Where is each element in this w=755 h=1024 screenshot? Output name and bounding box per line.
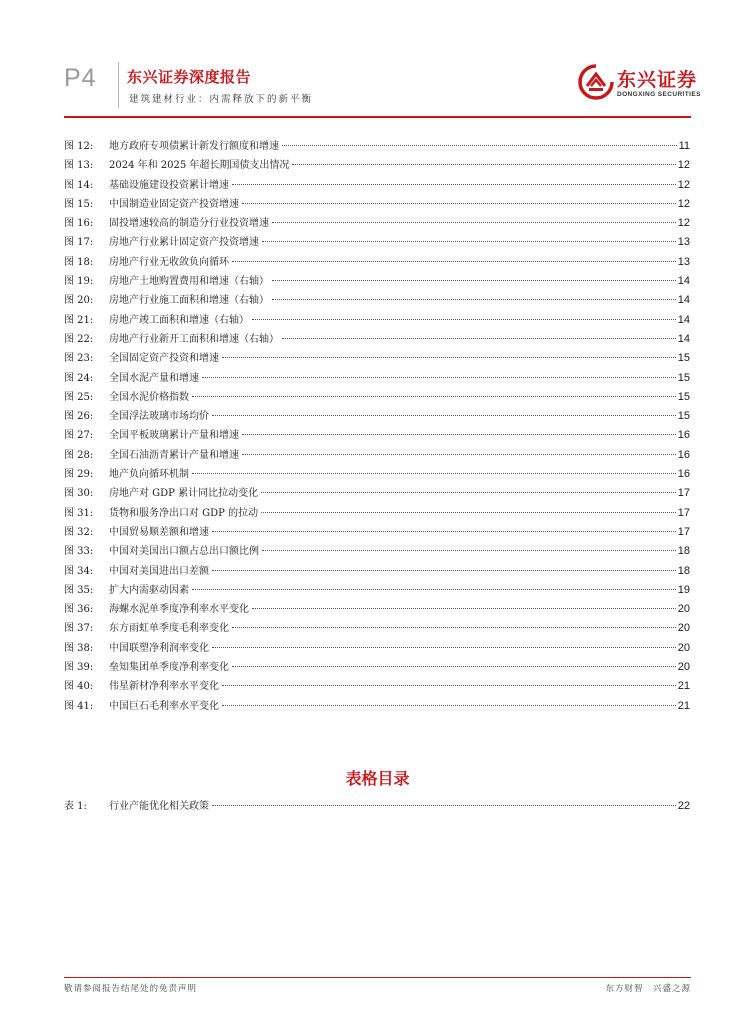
toc-leader-dots xyxy=(202,377,676,378)
toc-entry-title: 中国对美国进出口差额 xyxy=(109,565,209,577)
toc-entry-label: 图 26: xyxy=(64,411,94,423)
logo-english-name: DONGXING SECURITIES xyxy=(617,91,701,98)
toc-entry-title: 地产负向循环机制 xyxy=(109,469,189,481)
toc-leader-dots xyxy=(292,164,675,165)
toc-entry-title: 全国固定资产投资和增速 xyxy=(109,353,219,365)
toc-entry-label: 图 17: xyxy=(64,237,94,249)
toc-entry-label: 图 19: xyxy=(64,276,94,288)
toc-leader-dots xyxy=(212,415,676,416)
toc-entry-title: 固投增速较高的制造分行业投资增速 xyxy=(109,218,269,230)
toc-entry-title: 货物和服务净出口对 GDP 的拉动 xyxy=(109,507,259,519)
toc-leader-dots xyxy=(192,473,676,474)
toc-entry[interactable] xyxy=(64,619,690,638)
toc-leader-dots xyxy=(242,454,676,455)
toc-entry-title: 全国平板玻璃累计产量和增速 xyxy=(109,430,239,442)
toc-entry-label: 图 24: xyxy=(64,372,94,384)
toc-entry[interactable] xyxy=(64,446,690,465)
toc-entry-title: 行业产能优化相关政策 xyxy=(109,801,209,812)
toc-entry-label: 图 30: xyxy=(64,488,94,500)
toc-entry-page: 15 xyxy=(677,352,690,365)
toc-entry-label: 图 35: xyxy=(64,584,94,596)
toc-entry-title: 房地产行业无收敛负向循环 xyxy=(109,256,229,268)
toc-entry[interactable] xyxy=(64,504,690,523)
toc-entry[interactable] xyxy=(64,426,690,445)
toc-leader-dots xyxy=(252,608,676,609)
toc-entry-page: 12 xyxy=(677,197,690,210)
toc-entry-label: 图 13: xyxy=(64,160,94,172)
toc-entry[interactable] xyxy=(64,137,690,156)
toc-entry-page: 20 xyxy=(677,661,690,674)
toc-entry-page: 14 xyxy=(677,332,690,345)
toc-entry-label: 图 27: xyxy=(64,430,94,442)
toc-entry-page: 12 xyxy=(677,159,690,172)
toc-entry-label: 图 37: xyxy=(64,623,94,635)
toc-entry[interactable] xyxy=(64,369,690,388)
toc-entry[interactable] xyxy=(64,542,690,561)
company-logo xyxy=(578,64,701,102)
toc-entry[interactable] xyxy=(64,600,690,619)
toc-entry-label: 图 23: xyxy=(64,353,94,365)
toc-entry[interactable] xyxy=(64,311,690,330)
tables-toc-heading: 表格目录 xyxy=(345,769,410,788)
report-title: 东兴证券深度报告 xyxy=(127,68,252,86)
toc-leader-dots xyxy=(232,627,676,628)
toc-leader-dots xyxy=(262,241,676,242)
footer-slogan: 东方财智 兴盛之源 xyxy=(605,984,691,994)
toc-entry-label: 图 20: xyxy=(64,295,94,307)
toc-entry-page: 12 xyxy=(677,217,690,230)
toc-entry-page: 20 xyxy=(677,622,690,635)
toc-entry-page: 21 xyxy=(677,699,690,712)
toc-entry-label: 表 1: xyxy=(64,801,87,812)
toc-entry-page: 17 xyxy=(677,487,690,500)
toc-entry-page: 17 xyxy=(677,525,690,538)
toc-entry-label: 图 33: xyxy=(64,546,94,558)
toc-entry-title: 中国贸易顺差额和增速 xyxy=(109,526,209,538)
toc-leader-dots xyxy=(212,805,676,806)
toc-entry-title: 房地产行业新开工面积和增速（右轴） xyxy=(109,333,279,345)
toc-entry-label: 图 21: xyxy=(64,314,94,326)
footer-disclaimer: 敬请参阅报告结尾处的免责声明 xyxy=(64,984,198,994)
toc-entry[interactable] xyxy=(64,349,690,368)
toc-entry-page: 20 xyxy=(677,603,690,616)
toc-leader-dots xyxy=(242,203,676,204)
toc-leader-dots xyxy=(252,319,676,320)
toc-entry[interactable] xyxy=(64,388,690,407)
toc-entry[interactable] xyxy=(64,195,690,214)
toc-entry-page: 22 xyxy=(677,800,690,812)
toc-entry[interactable] xyxy=(64,253,690,272)
page-number: P4 xyxy=(64,64,97,92)
toc-entry-label: 图 40: xyxy=(64,681,94,693)
toc-leader-dots xyxy=(222,357,676,358)
header-rule xyxy=(64,116,691,118)
toc-entry-page: 17 xyxy=(677,506,690,519)
toc-entry[interactable] xyxy=(64,233,690,252)
toc-entry[interactable] xyxy=(64,581,690,600)
toc-entry-page: 18 xyxy=(677,564,690,577)
toc-entry-page: 13 xyxy=(677,236,690,249)
toc-entry-title: 基础设施建设投资累计增速 xyxy=(109,179,229,191)
toc-leader-dots xyxy=(242,434,676,435)
toc-entry-page: 13 xyxy=(677,255,690,268)
toc-entry-title: 房地产竣工面积和增速（右轴） xyxy=(109,314,249,326)
toc-leader-dots xyxy=(212,647,676,648)
toc-entry-label: 图 12: xyxy=(64,141,94,152)
figures-table-of-contents xyxy=(64,137,690,716)
header-divider xyxy=(118,62,119,108)
toc-entry-page: 16 xyxy=(677,468,690,481)
toc-entry-title: 地方政府专项债累计新发行额度和增速 xyxy=(109,141,279,152)
toc-entry-title: 海螺水泥单季度净利率水平变化 xyxy=(109,604,249,616)
tables-table-of-contents xyxy=(64,797,690,816)
toc-leader-dots xyxy=(222,685,676,686)
toc-entry[interactable] xyxy=(64,797,690,816)
toc-entry[interactable] xyxy=(64,484,690,503)
toc-entry-label: 图 16: xyxy=(64,218,94,230)
toc-entry-page: 19 xyxy=(677,583,690,596)
toc-leader-dots xyxy=(282,338,676,339)
toc-entry-page: 18 xyxy=(677,545,690,558)
toc-entry-label: 图 38: xyxy=(64,642,94,654)
toc-entry-label: 图 39: xyxy=(64,662,94,674)
toc-entry-title: 全国石油沥青累计产量和增速 xyxy=(109,449,239,461)
logo-emblem-icon xyxy=(578,64,614,100)
toc-entry-title: 中国制造业固定资产投资增速 xyxy=(109,198,239,210)
toc-entry-title: 中国对美国出口额占总出口额比例 xyxy=(109,546,259,558)
toc-leader-dots xyxy=(261,512,676,513)
footer-rule xyxy=(64,977,691,978)
toc-entry-label: 图 29: xyxy=(64,469,94,481)
toc-leader-dots xyxy=(261,492,676,493)
toc-entry-label: 图 22: xyxy=(64,333,94,345)
toc-entry-title: 2024 年和 2025 年超长期国债支出情况 xyxy=(109,160,290,172)
toc-entry-title: 全国水泥产量和增速 xyxy=(109,372,199,384)
toc-entry-title: 伟星新材净利率水平变化 xyxy=(109,681,219,693)
toc-entry-label: 图 15: xyxy=(64,198,94,210)
toc-entry[interactable] xyxy=(64,176,690,195)
toc-leader-dots xyxy=(282,145,677,146)
toc-entry-page: 14 xyxy=(677,294,690,307)
toc-entry[interactable] xyxy=(64,272,690,291)
toc-entry-label: 图 32: xyxy=(64,526,94,538)
toc-entry-page: 14 xyxy=(677,275,690,288)
toc-leader-dots xyxy=(232,666,676,667)
toc-leader-dots xyxy=(272,299,676,300)
toc-leader-dots xyxy=(192,396,676,397)
toc-entry-label: 图 31: xyxy=(64,507,94,519)
toc-entry[interactable] xyxy=(64,697,690,716)
toc-entry-page: 12 xyxy=(677,178,690,191)
report-subtitle: 建筑建材行业：内需释放下的新平衡 xyxy=(129,94,314,105)
toc-entry-page: 15 xyxy=(677,371,690,384)
logo-chinese-name: 东兴证券 xyxy=(617,69,698,91)
toc-entry-title: 房地产土地购置费用和增速（右轴） xyxy=(109,276,269,288)
toc-entry[interactable] xyxy=(64,677,690,696)
toc-leader-dots xyxy=(272,222,676,223)
toc-entry-label: 图 25: xyxy=(64,391,94,403)
toc-entry[interactable] xyxy=(64,658,690,677)
toc-entry-title: 中国巨石毛利率水平变化 xyxy=(109,700,219,712)
toc-entry-title: 房地产行业累计固定资产投资增速 xyxy=(109,237,259,249)
toc-entry-page: 15 xyxy=(677,410,690,423)
toc-entry-title: 扩大内需驱动因素 xyxy=(109,584,189,596)
toc-entry-page: 20 xyxy=(677,641,690,654)
toc-entry-page: 15 xyxy=(677,390,690,403)
toc-entry-page: 16 xyxy=(677,448,690,461)
toc-entry-title: 东方雨虹单季度毛利率变化 xyxy=(109,623,229,635)
toc-entry[interactable] xyxy=(64,562,690,581)
toc-leader-dots xyxy=(262,550,676,551)
toc-entry-title: 全国浮法玻璃市场均价 xyxy=(109,411,209,423)
page-header xyxy=(0,0,755,120)
toc-leader-dots xyxy=(212,531,676,532)
toc-entry-title: 全国水泥价格指数 xyxy=(109,391,189,403)
toc-entry-title: 房地产行业施工面积和增速（右轴） xyxy=(109,295,269,307)
toc-entry[interactable] xyxy=(64,214,690,233)
toc-entry[interactable] xyxy=(64,639,690,658)
toc-entry-page: 11 xyxy=(678,140,690,152)
toc-entry-page: 16 xyxy=(677,429,690,442)
toc-entry[interactable] xyxy=(64,291,690,310)
toc-entry-label: 图 36: xyxy=(64,604,94,616)
toc-entry-label: 图 34: xyxy=(64,565,94,577)
toc-leader-dots xyxy=(222,705,676,706)
toc-entry[interactable] xyxy=(64,156,690,175)
toc-entry-title: 垒知集团单季度净利率变化 xyxy=(109,662,229,674)
toc-entry-page: 14 xyxy=(677,313,690,326)
toc-entry[interactable] xyxy=(64,465,690,484)
toc-leader-dots xyxy=(272,280,676,281)
toc-entry[interactable] xyxy=(64,523,690,542)
toc-entry[interactable] xyxy=(64,330,690,349)
toc-leader-dots xyxy=(232,184,676,185)
toc-entry-page: 21 xyxy=(677,680,690,693)
toc-leader-dots xyxy=(192,589,676,590)
toc-entry-title: 房地产对 GDP 累计同比拉动变化 xyxy=(109,488,259,500)
toc-entry-label: 图 28: xyxy=(64,449,94,461)
toc-entry[interactable] xyxy=(64,407,690,426)
toc-leader-dots xyxy=(212,570,676,571)
toc-entry-label: 图 41: xyxy=(64,700,94,712)
toc-entry-label: 图 14: xyxy=(64,179,94,191)
toc-entry-title: 中国联塑净利润率变化 xyxy=(109,642,209,654)
toc-leader-dots xyxy=(232,261,676,262)
toc-entry-label: 图 18: xyxy=(64,256,94,268)
